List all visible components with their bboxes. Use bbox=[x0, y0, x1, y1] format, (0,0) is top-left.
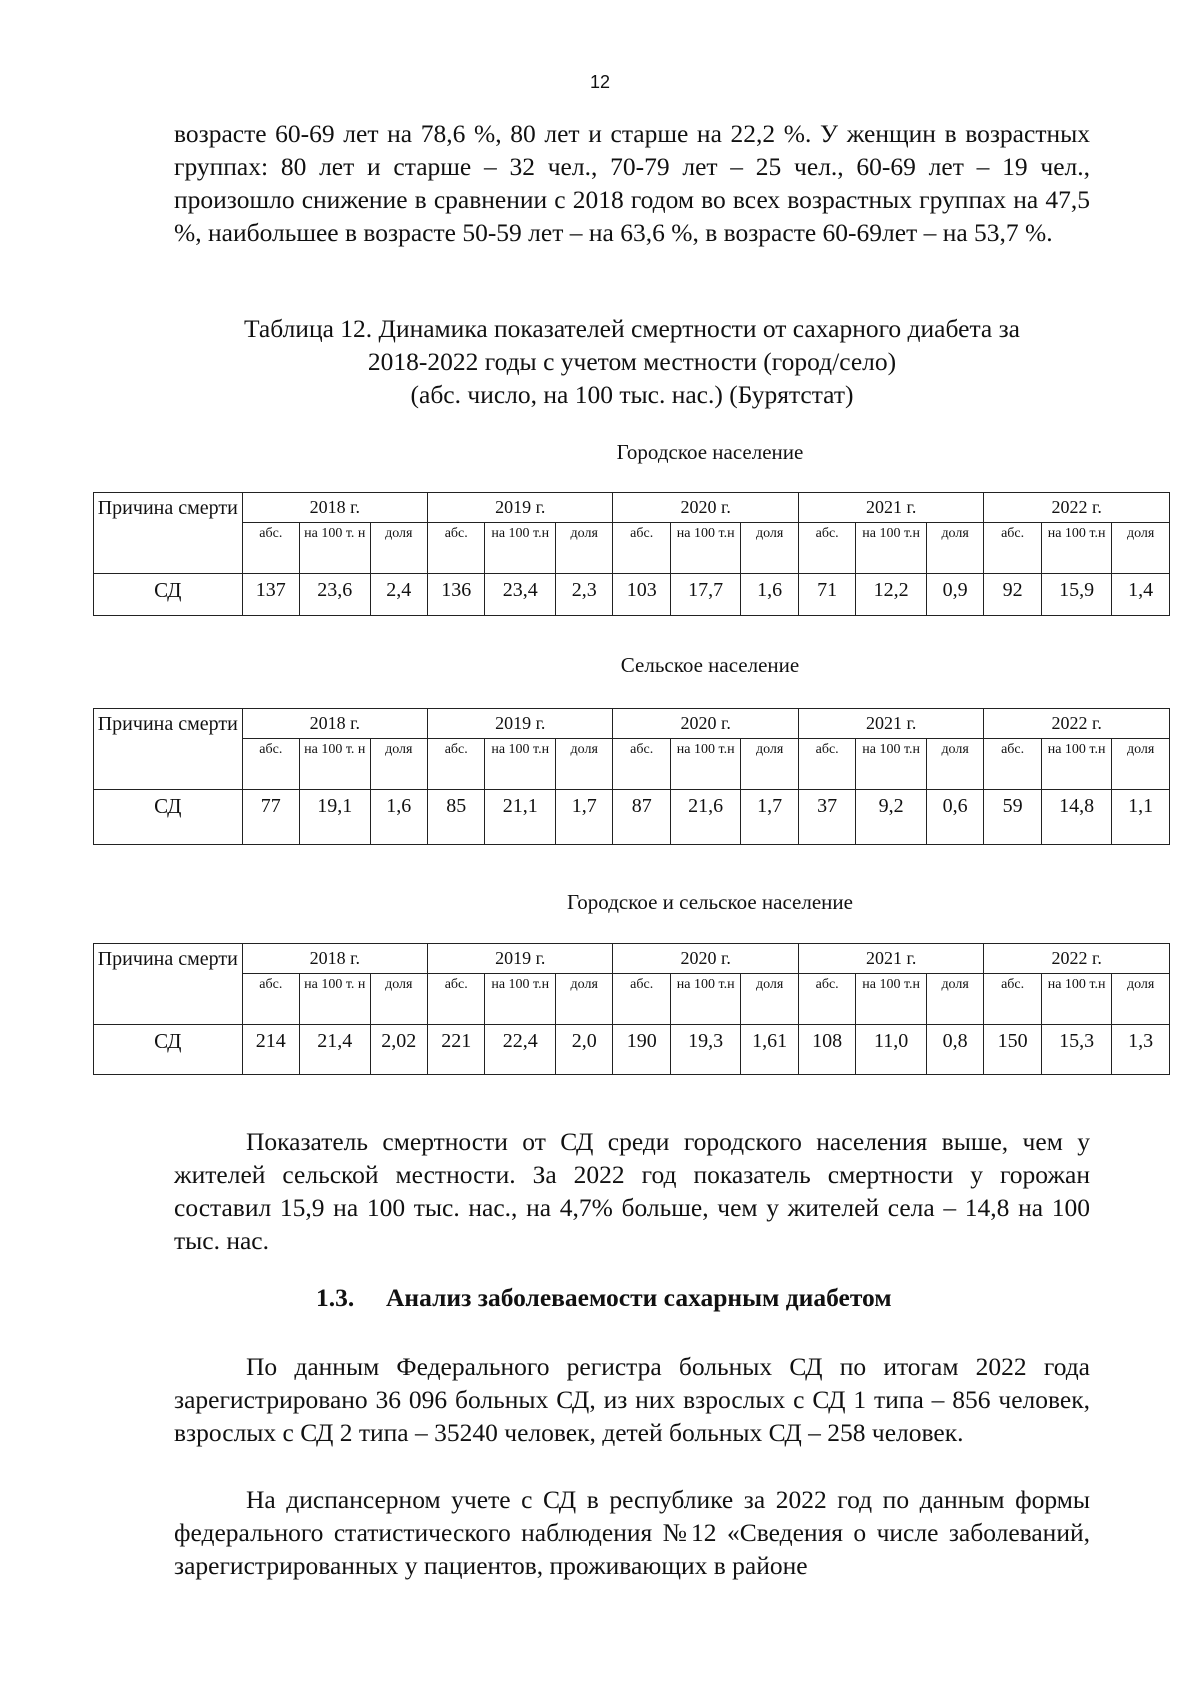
cause-header-cell: Причина смерти bbox=[94, 709, 243, 790]
value-cell: 221 bbox=[428, 1025, 485, 1075]
subheader-cell: доля bbox=[741, 739, 799, 790]
table-caption bbox=[174, 312, 1090, 411]
subheader-cell: доля bbox=[555, 739, 613, 790]
caption-line-1: Таблица 12. Динамика показателей смертности от сахарного диабета за bbox=[243, 314, 1020, 343]
subheader-cell: доля bbox=[926, 974, 984, 1025]
value-cell: 23,6 bbox=[300, 574, 370, 616]
subheader-cell: на 100 т.н bbox=[670, 739, 740, 790]
subheader-cell: абс. bbox=[984, 523, 1041, 574]
subheader-cell: доля bbox=[370, 523, 428, 574]
subheader-cell: доля bbox=[1112, 523, 1170, 574]
cause-cell: СД bbox=[94, 790, 243, 845]
value-cell: 214 bbox=[242, 1025, 299, 1075]
value-cell: 2,02 bbox=[370, 1025, 428, 1075]
subheader-cell: абс. bbox=[798, 523, 855, 574]
year-header-cell: 2022 г. bbox=[984, 709, 1170, 739]
cause-header-cell: Причина смерти bbox=[94, 944, 243, 1025]
value-cell: 77 bbox=[242, 790, 299, 845]
value-cell: 1,7 bbox=[741, 790, 799, 845]
year-header-cell: 2020 г. bbox=[613, 944, 798, 974]
subheader-cell: абс. bbox=[428, 739, 485, 790]
table-header-row bbox=[94, 493, 1170, 523]
subheader-cell: абс. bbox=[242, 974, 299, 1025]
table-row bbox=[94, 574, 1170, 616]
subheader-cell: абс. bbox=[242, 739, 299, 790]
value-cell: 23,4 bbox=[485, 574, 555, 616]
value-cell: 12,2 bbox=[856, 574, 926, 616]
value-cell: 9,2 bbox=[856, 790, 926, 845]
subheader-cell: на 100 т.н bbox=[670, 974, 740, 1025]
value-cell: 15,9 bbox=[1041, 574, 1111, 616]
table-row bbox=[94, 790, 1170, 845]
subheader-cell: на 100 т. н bbox=[300, 523, 370, 574]
year-header-cell: 2020 г. bbox=[613, 709, 798, 739]
value-cell: 71 bbox=[798, 574, 855, 616]
subheader-cell: на 100 т.н bbox=[670, 523, 740, 574]
rural-mortality-table bbox=[93, 708, 1170, 845]
value-cell: 87 bbox=[613, 790, 670, 845]
value-cell: 108 bbox=[798, 1025, 855, 1075]
value-cell: 150 bbox=[984, 1025, 1041, 1075]
subheader-cell: абс. bbox=[984, 739, 1041, 790]
value-cell: 19,1 bbox=[300, 790, 370, 845]
subheader-cell: на 100 т. н bbox=[300, 739, 370, 790]
subheader-cell: абс. bbox=[613, 739, 670, 790]
value-cell: 1,7 bbox=[555, 790, 613, 845]
cause-header-cell: Причина смерти bbox=[94, 493, 243, 574]
subheader-cell: абс. bbox=[798, 974, 855, 1025]
subheader-cell: на 100 т.н bbox=[485, 523, 555, 574]
dispensary-paragraph: На диспансерном учете с СД в республике за 2022 год по данным формы федерального статистического наблюдения №12 «Сведения о числе заболеваний, зарегистрированных у пациентов, проживающих в районе bbox=[174, 1485, 1090, 1580]
value-cell: 17,7 bbox=[670, 574, 740, 616]
subheader-cell: доля bbox=[926, 739, 984, 790]
combined-mortality-table bbox=[93, 943, 1170, 1075]
registry-paragraph: По данным Федерального регистра больных СД по итогам 2022 года зарегистрировано 36 096 больных СД, из них взрослых с СД 1 типа – 856 человек, взрослых с СД 2 типа – 35240 человек, детей больных СД – 258 человек. bbox=[174, 1352, 1090, 1447]
value-cell: 21,4 bbox=[300, 1025, 370, 1075]
subheader-cell: доля bbox=[370, 739, 428, 790]
value-cell: 19,3 bbox=[670, 1025, 740, 1075]
subheader-cell: доля bbox=[555, 523, 613, 574]
value-cell: 2,0 bbox=[555, 1025, 613, 1075]
value-cell: 0,8 bbox=[926, 1025, 984, 1075]
year-header-cell: 2020 г. bbox=[613, 493, 798, 523]
subheader-cell: на 100 т.н bbox=[856, 523, 926, 574]
year-header-cell: 2018 г. bbox=[242, 944, 427, 974]
value-cell: 21,6 bbox=[670, 790, 740, 845]
subheader-cell: абс. bbox=[613, 523, 670, 574]
cause-cell: СД bbox=[94, 1025, 243, 1075]
subheader-cell: на 100 т.н bbox=[856, 974, 926, 1025]
value-cell: 2,3 bbox=[555, 574, 613, 616]
value-cell: 92 bbox=[984, 574, 1041, 616]
table-subheader-row bbox=[94, 974, 1170, 1025]
caption-line-3: (абс. число, на 100 тыс. нас.) (Бурятстат) bbox=[410, 380, 854, 409]
table-header-row bbox=[94, 709, 1170, 739]
value-cell: 11,0 bbox=[856, 1025, 926, 1075]
subheader-cell: на 100 т.н bbox=[856, 739, 926, 790]
table-row bbox=[94, 1025, 1170, 1075]
page-number: 12 bbox=[589, 72, 611, 92]
subheader-cell: доля bbox=[926, 523, 984, 574]
value-cell: 21,1 bbox=[485, 790, 555, 845]
value-cell: 85 bbox=[428, 790, 485, 845]
subheader-cell: абс. bbox=[613, 974, 670, 1025]
value-cell: 1,3 bbox=[1112, 1025, 1170, 1075]
value-cell: 15,3 bbox=[1041, 1025, 1111, 1075]
subheader-cell: на 100 т.н bbox=[1041, 974, 1111, 1025]
value-cell: 190 bbox=[613, 1025, 670, 1075]
subheader-cell: доля bbox=[1112, 974, 1170, 1025]
subheader-cell: на 100 т.н bbox=[1041, 523, 1111, 574]
value-cell: 2,4 bbox=[370, 574, 428, 616]
value-cell: 37 bbox=[798, 790, 855, 845]
value-cell: 1,4 bbox=[1112, 574, 1170, 616]
section-number: 1.3. bbox=[316, 1283, 355, 1312]
intro-paragraph: возрасте 60-69 лет на 78,6 %, 80 лет и старше на 22,2 %. У женщин в возрастных группах: 80 лет и старше – 32 чел., 70-79 лет – 25 чел., 60-69 лет – 19 чел., произошло снижение в сравнении с 2018 годом во всех возрастных группах на 47,5 %, наибольшее в возрасте 50-59 лет – на 63,6 %, в возрасте 60-69лет – на 53,7 %. bbox=[174, 119, 1090, 247]
rural-table-title: Сельское население bbox=[620, 653, 800, 677]
subheader-cell: на 100 т. н bbox=[300, 974, 370, 1025]
urban-table-title: Городское население bbox=[616, 440, 804, 464]
year-header-cell: 2022 г. bbox=[984, 493, 1170, 523]
caption-line-2: 2018-2022 годы с учетом местности (город/село) bbox=[367, 347, 897, 376]
cause-cell: СД bbox=[94, 574, 243, 616]
subheader-cell: доля bbox=[741, 974, 799, 1025]
subheader-cell: абс. bbox=[428, 523, 485, 574]
value-cell: 14,8 bbox=[1041, 790, 1111, 845]
year-header-cell: 2018 г. bbox=[242, 709, 427, 739]
year-header-cell: 2018 г. bbox=[242, 493, 427, 523]
value-cell: 1,1 bbox=[1112, 790, 1170, 845]
subheader-cell: доля bbox=[741, 523, 799, 574]
value-cell: 59 bbox=[984, 790, 1041, 845]
year-header-cell: 2019 г. bbox=[428, 709, 613, 739]
value-cell: 1,61 bbox=[741, 1025, 799, 1075]
value-cell: 1,6 bbox=[741, 574, 799, 616]
section-title: Анализ заболеваемости сахарным диабетом bbox=[386, 1283, 892, 1312]
subheader-cell: абс. bbox=[798, 739, 855, 790]
subheader-cell: на 100 т.н bbox=[485, 739, 555, 790]
subheader-cell: доля bbox=[555, 974, 613, 1025]
combined-table-title: Городское и сельское население bbox=[567, 890, 853, 914]
urban-mortality-table bbox=[93, 492, 1170, 616]
subheader-cell: доля bbox=[1112, 739, 1170, 790]
year-header-cell: 2019 г. bbox=[428, 493, 613, 523]
year-header-cell: 2019 г. bbox=[428, 944, 613, 974]
subheader-cell: на 100 т.н bbox=[1041, 739, 1111, 790]
subheader-cell: абс. bbox=[242, 523, 299, 574]
year-header-cell: 2022 г. bbox=[984, 944, 1170, 974]
conclusion-paragraph: Показатель смертности от СД среди городского населения выше, чем у жителей сельской местности. За 2022 год показатель смертности у горожан составил 15,9 на 100 тыс. нас., на 4,7% больше, чем у жителей села – 14,8 на 100 тыс. нас. bbox=[174, 1127, 1090, 1255]
value-cell: 22,4 bbox=[485, 1025, 555, 1075]
value-cell: 103 bbox=[613, 574, 670, 616]
table-header-row bbox=[94, 944, 1170, 974]
subheader-cell: абс. bbox=[984, 974, 1041, 1025]
subheader-cell: абс. bbox=[428, 974, 485, 1025]
table-subheader-row bbox=[94, 523, 1170, 574]
value-cell: 0,9 bbox=[926, 574, 984, 616]
subheader-cell: на 100 т.н bbox=[485, 974, 555, 1025]
year-header-cell: 2021 г. bbox=[798, 709, 983, 739]
value-cell: 136 bbox=[428, 574, 485, 616]
value-cell: 0,6 bbox=[926, 790, 984, 845]
subheader-cell: доля bbox=[370, 974, 428, 1025]
year-header-cell: 2021 г. bbox=[798, 493, 983, 523]
section-heading bbox=[316, 1283, 892, 1313]
value-cell: 1,6 bbox=[370, 790, 428, 845]
year-header-cell: 2021 г. bbox=[798, 944, 983, 974]
value-cell: 137 bbox=[242, 574, 299, 616]
table-subheader-row bbox=[94, 739, 1170, 790]
